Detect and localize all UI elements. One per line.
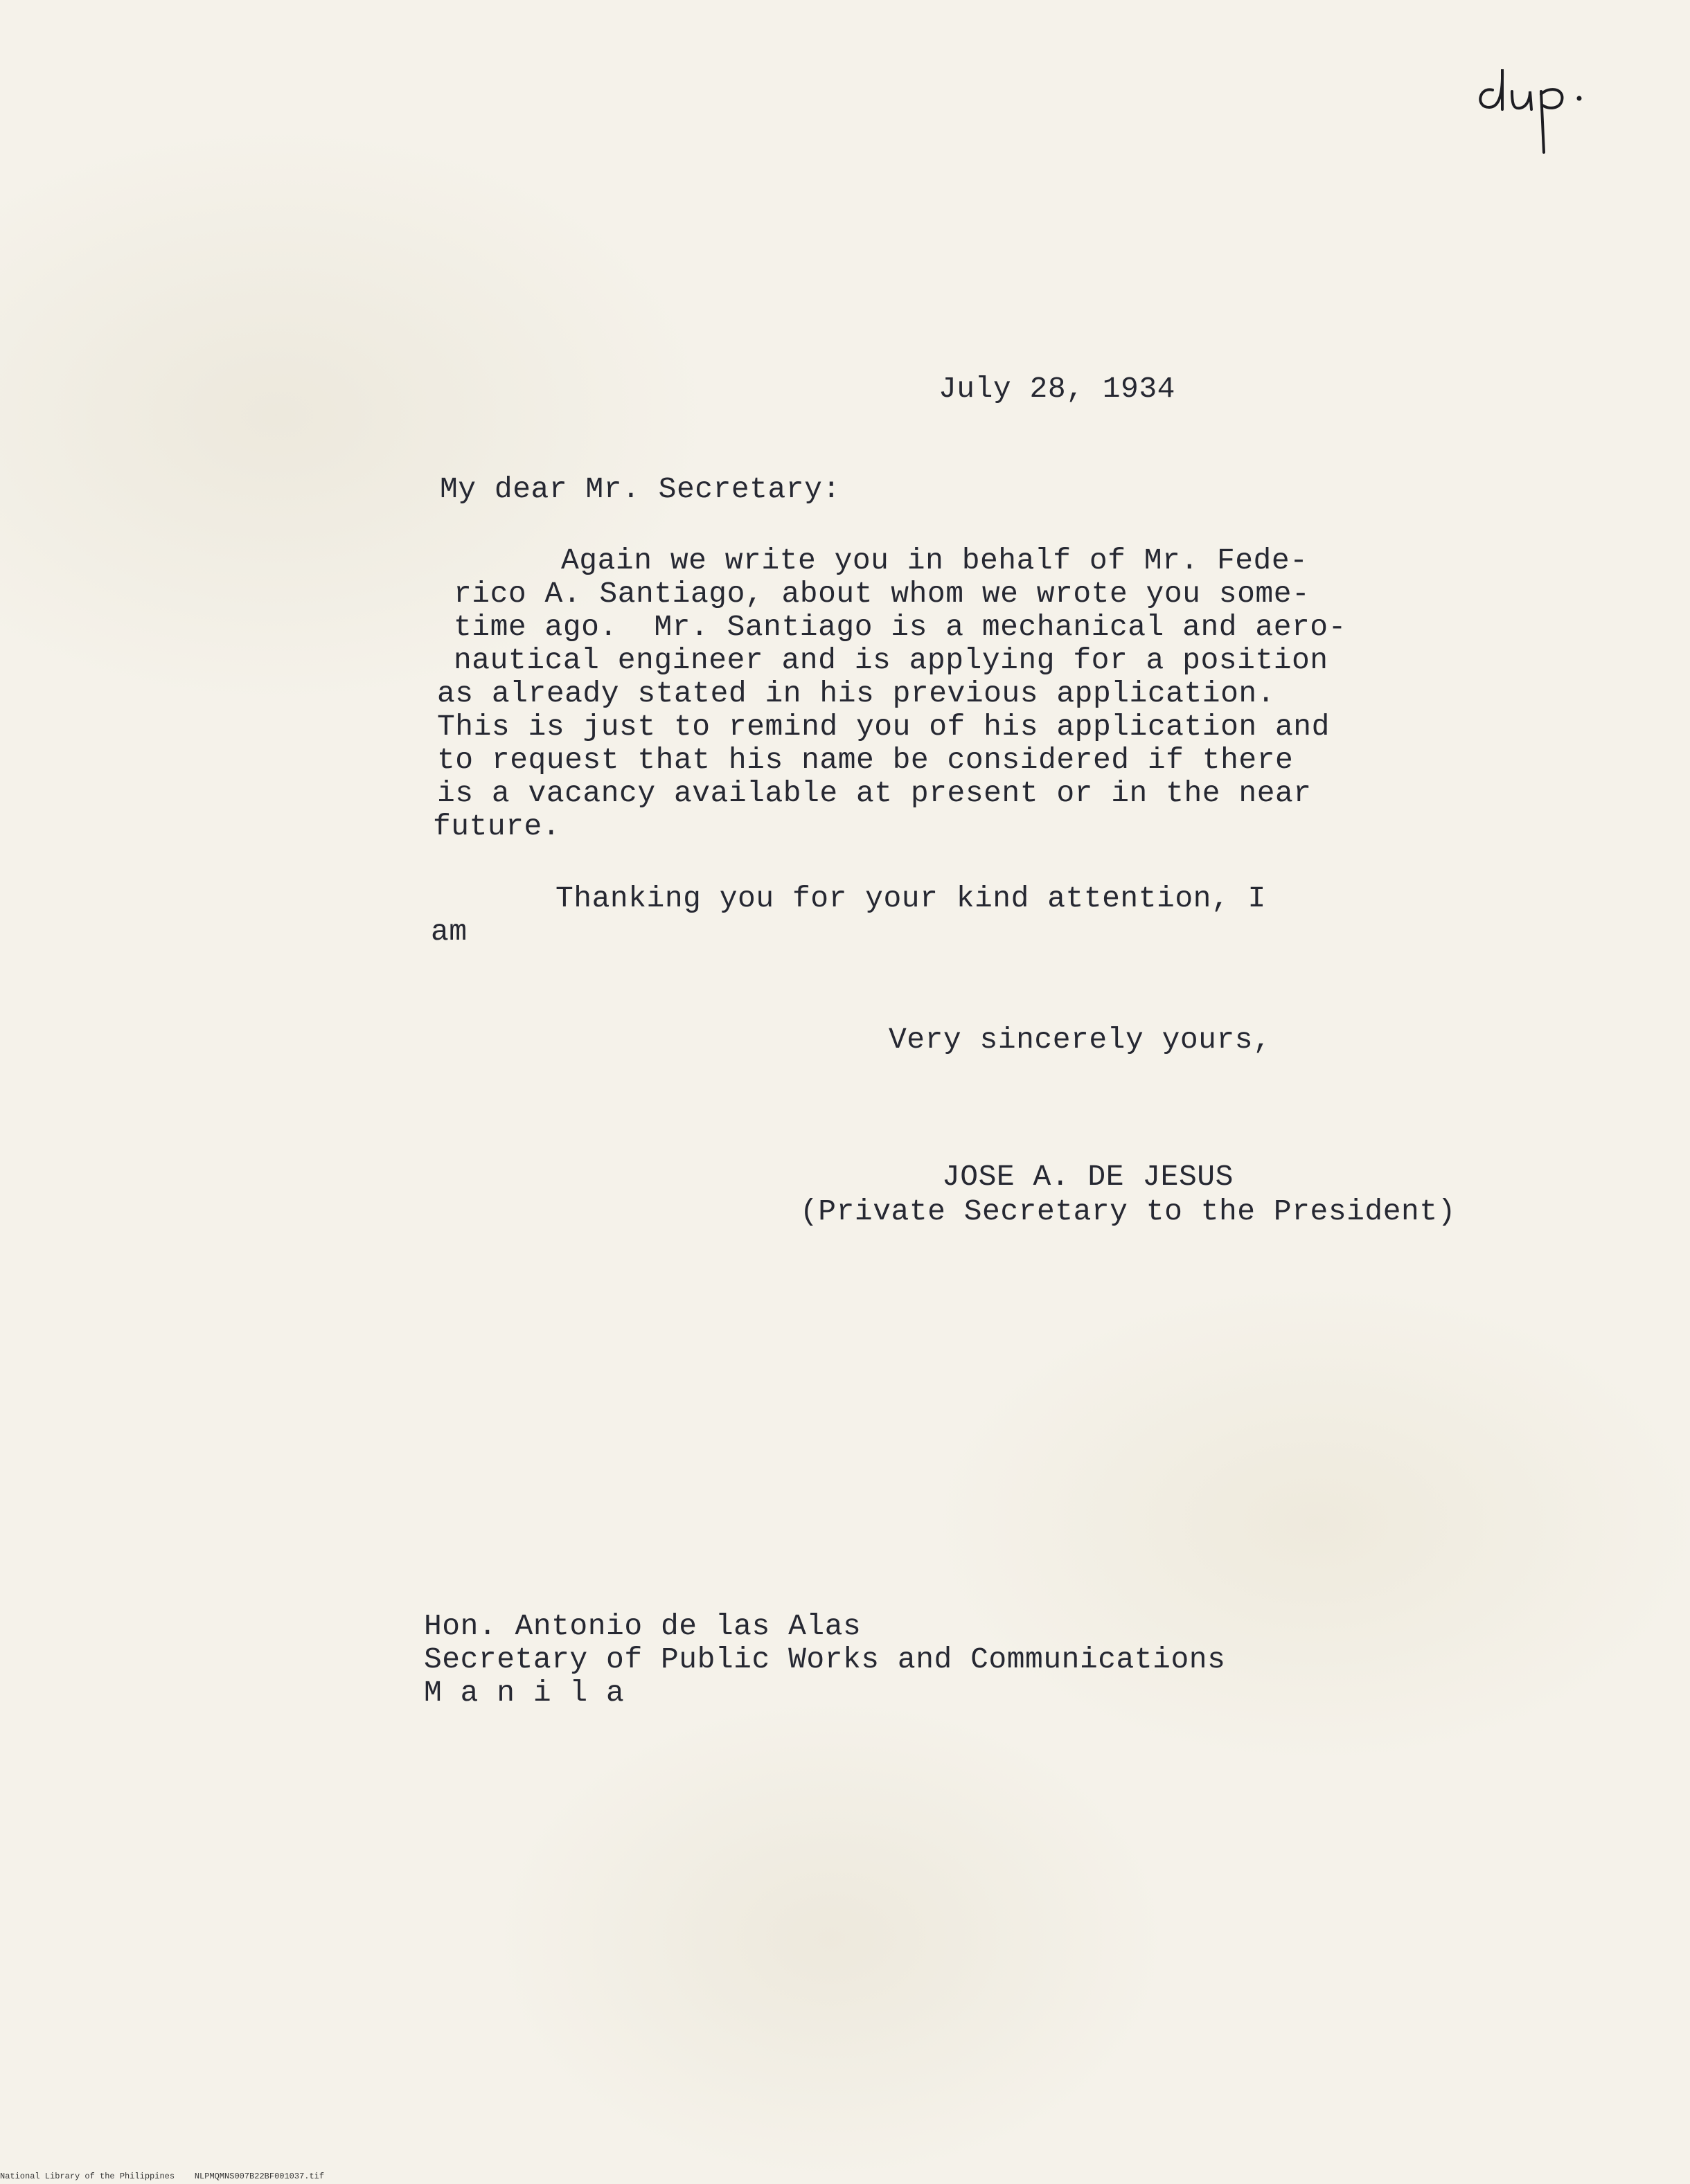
body-line: rico A. Santiago, about whom we wrote you some-: [454, 577, 1310, 611]
letter-date: July 28, 1934: [939, 372, 1175, 406]
body-line: am: [431, 915, 468, 949]
closing: Very sincerely yours,: [889, 1023, 1272, 1057]
body-line: Again we write you in behalf of Mr. Fede-: [561, 544, 1308, 578]
signature-title: (Private Secretary to the President): [800, 1194, 1456, 1228]
body-line: Thanking you for your kind attention, I: [555, 881, 1266, 915]
body-line: nautical engineer and is applying for a position: [454, 643, 1328, 677]
handwritten-dup-note: [1472, 48, 1610, 159]
body-line: future.: [433, 809, 561, 843]
archive-stamp: National Library of the Philippines NLPMQMNS007B22BF001037.tif: [0, 2172, 325, 2181]
body-line: time ago. Mr. Santiago is a mechanical and aero-: [454, 610, 1346, 644]
body-line: to request that his name be considered if there: [437, 743, 1294, 777]
signature-name: JOSE A. DE JESUS: [942, 1160, 1234, 1194]
body-line: This is just to remind you of his application and: [437, 710, 1330, 744]
addressee-name: Hon. Antonio de las Alas: [424, 1609, 862, 1643]
body-line: is a vacancy available at present or in the near: [437, 776, 1312, 810]
addressee-city: M a n i l a: [424, 1676, 625, 1710]
addressee-position: Secretary of Public Works and Communications: [424, 1643, 1226, 1676]
salutation: My dear Mr. Secretary:: [440, 472, 841, 506]
body-line: as already stated in his previous application.: [437, 677, 1275, 710]
